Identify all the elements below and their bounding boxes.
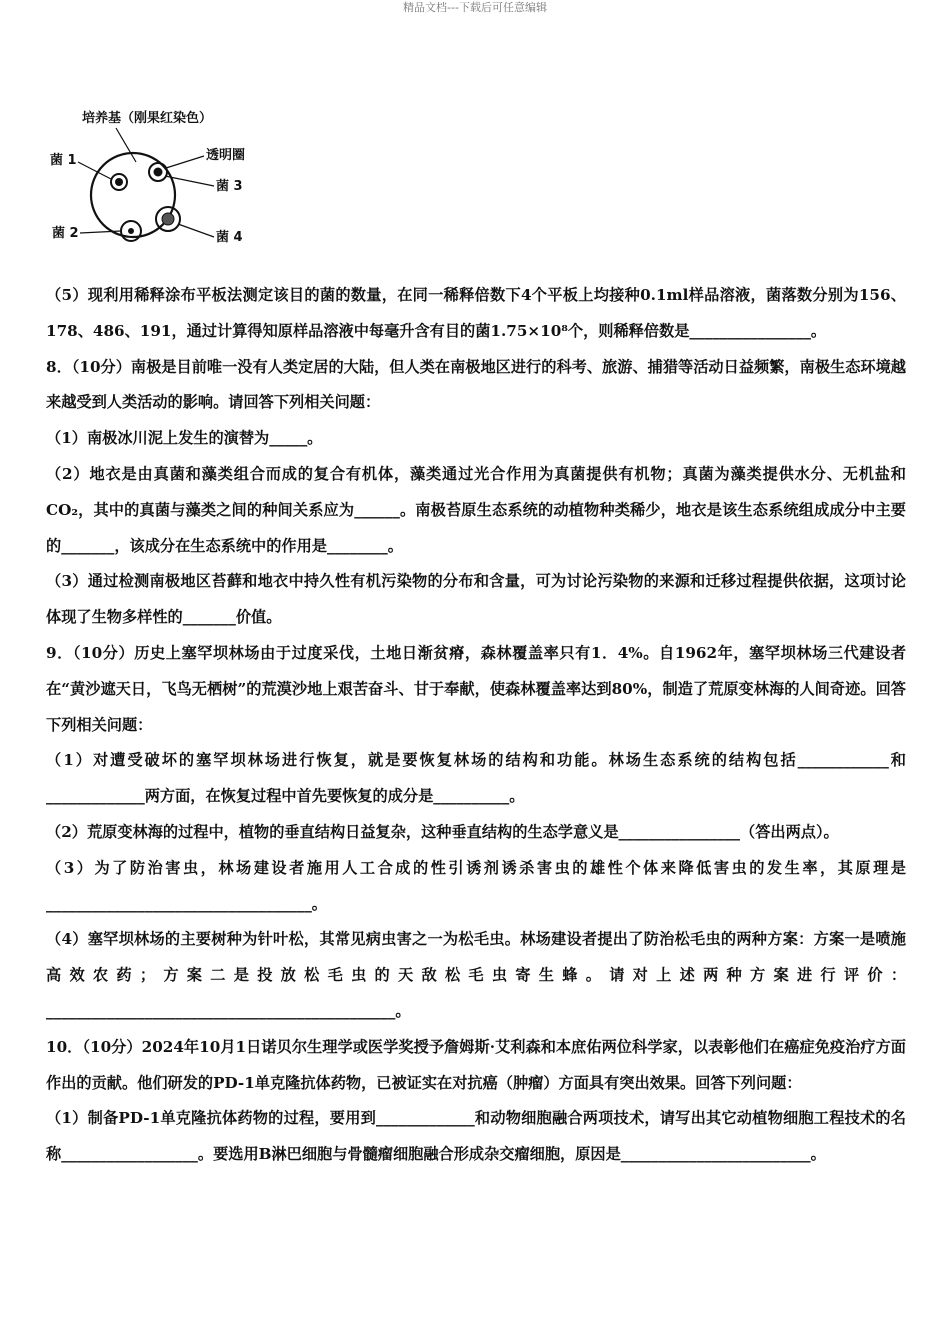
q10-stem: 10．（10分）2024年10月1日诺贝尔生理学或医学奖授予詹姆斯·艾利森和本庶佑两位科学家，以表彰他们在癌症免疫治疗方面作出的贡献。他们研发的PD-1单克隆抗体药物，已被证实在对抗癌（肿瘤）方面具有突出效果。回答下列问题： — [46, 1037, 906, 1092]
q9-1: （1）对遭受破坏的塞罕坝林场进行恢复，就是要恢复林场的结构和功能。林场生态系统的结构包括____________和_____________两方面，在恢复过程中首先要恢复的成分是__________。 — [46, 751, 906, 806]
q9-4: （4）塞罕坝林场的主要树种为针叶松，其常见病虫害之一为松毛虫。林场建设者提出了防治松毛虫的两种方案：方案一是喷施高效农药；方案二是投放松毛虫的天敌松毛虫寄生蜂。请对上述两种方案进行评价：______________________________________________。 — [46, 930, 906, 1020]
q8-2: （2）地衣是由真菌和藻类组合而成的复合有机体，藻类通过光合作用为真菌提供有机物；真菌为藻类提供水分、无机盐和CO₂，其中的真菌与藻类之间的种间关系应为______。南极苔原生态系统的动植物种类稀少，地衣是该生态系统组成成分中主要的_______，该成分在生态系统中的作用是________。 — [46, 464, 906, 555]
colony-4 — [156, 207, 180, 231]
petri-dish-figure — [44, 100, 264, 270]
colony-3 — [149, 163, 167, 181]
q8-stem: 8．（10分）南极是目前唯一没有人类定居的大陆，但人类在南极地区进行的科考、旅游、捕猎等活动日益频繁，南极生态环境越来越受到人类活动的影响。请回答下列相关问题： — [46, 357, 906, 412]
q9-3: （3）为了防治害虫，林场建设者施用人工合成的性引诱剂诱杀害虫的雄性个体来降低害虫的发生率，其原理是___________________________________。 — [46, 858, 906, 913]
q10-1: （1）制备PD-1单克隆抗体药物的过程，要用到_____________和动物细胞融合两项技术，请写出其它动植物细胞工程技术的名称__________________。要选用B淋巴细胞与骨髓瘤细胞融合形成杂交瘤细胞，原因是_________________________。 — [46, 1109, 906, 1164]
page-header-watermark: 精品文档---下载后可任意编辑 — [403, 1, 547, 14]
bacteria-3-label: 菌 3 — [216, 179, 243, 194]
halo-label: 透明圈 — [206, 148, 246, 163]
q9-2: （2）荒原变林海的过程中，植物的垂直结构日益复杂，这种垂直结构的生态学意义是________________（答出两点）。 — [46, 822, 839, 841]
q8-3: （3）通过检测南极地区苔藓和地衣中持久性有机污染物的分布和含量，可为讨论污染物的来源和迁移过程提供依据，这项讨论体现了生物多样性的_______价值。 — [46, 572, 906, 627]
question-text — [46, 278, 906, 1173]
q8-1: （1）南极冰川泥上发生的演替为_____。 — [46, 429, 323, 448]
colony-1 — [111, 174, 127, 190]
bacteria-1-label: 菌 1 — [50, 153, 77, 168]
medium-label: 培养基（刚果红染色） — [82, 111, 213, 126]
bacteria-2-label: 菌 2 — [52, 226, 79, 241]
petri-dish-outline — [91, 153, 175, 237]
q7-5: （5）现利用稀释涂布平板法测定该目的菌的数量，在同一稀释倍数下4个平板上均接种0.1ml样品溶液，菌落数分别为156、178、486、191，通过计算得知原样品溶液中每毫升含有目的菌1.75×10⁸个，则稀释倍数是________________。 — [46, 286, 906, 340]
bacteria-4-label: 菌 4 — [216, 230, 243, 245]
q9-stem: 9．（10分）历史上塞罕坝林场由于过度采伐，土地日渐贫瘠，森林覆盖率只有1．4%。自1962年，塞罕坝林场三代建设者在“黄沙遮天日，飞鸟无栖树”的荒漠沙地上艰苦奋斗、甘于奉献，使森林覆盖率达到80%，制造了荒原变林海的人间奇迹。回答下列相关问题： — [46, 643, 906, 734]
